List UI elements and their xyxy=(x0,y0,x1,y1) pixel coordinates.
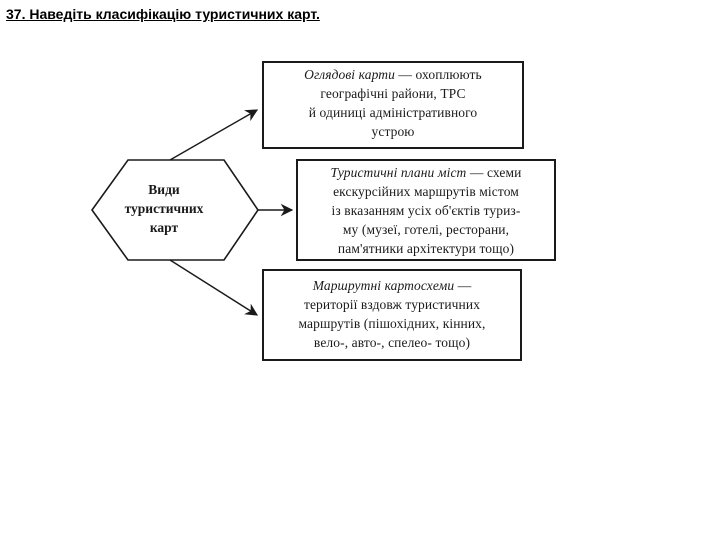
arrow-to-box-3 xyxy=(170,260,257,315)
box-term: Оглядові карти xyxy=(304,67,395,82)
center-node-line: карт xyxy=(149,220,179,235)
box-text: географічні райони, ТРС xyxy=(320,86,466,101)
arrow-to-box-1 xyxy=(170,110,257,160)
box-line xyxy=(263,276,521,295)
box-text: устрою xyxy=(371,124,415,139)
box-term: Маршрутні картосхеми xyxy=(312,278,455,293)
box-text: території вздовж туристичних xyxy=(303,297,481,312)
page-heading: 37. Наведіть класифікацію туристичних карт. xyxy=(6,6,320,22)
box-text: пам'ятники архітектури тощо) xyxy=(337,241,515,256)
box-text: маршрутів (пішохідних, кінних, xyxy=(298,316,486,331)
box-text: й одиниці адміністративного xyxy=(308,105,478,120)
box-text: вело-, авто-, спелео- тощо) xyxy=(313,335,471,350)
center-node-line: Види xyxy=(148,182,180,197)
box-city-plans xyxy=(297,160,555,260)
box-text: — схеми xyxy=(469,165,522,180)
box-line xyxy=(297,163,555,182)
box-line xyxy=(263,65,523,84)
box-route-schemes xyxy=(263,270,521,360)
box-text: му (музеї, готелі, ресторани, xyxy=(342,222,510,237)
center-node-label xyxy=(122,180,206,237)
box-text: — xyxy=(457,278,472,293)
box-text: — охоплюють xyxy=(398,67,482,82)
center-node-line: туристичних xyxy=(124,201,204,216)
box-text: екскурсійних маршрутів містом xyxy=(333,184,519,199)
box-overview-maps xyxy=(263,62,523,148)
box-text: із вказанням усіх об'єктів туриз- xyxy=(331,203,521,218)
box-term: Туристичні плани міст xyxy=(330,165,467,180)
